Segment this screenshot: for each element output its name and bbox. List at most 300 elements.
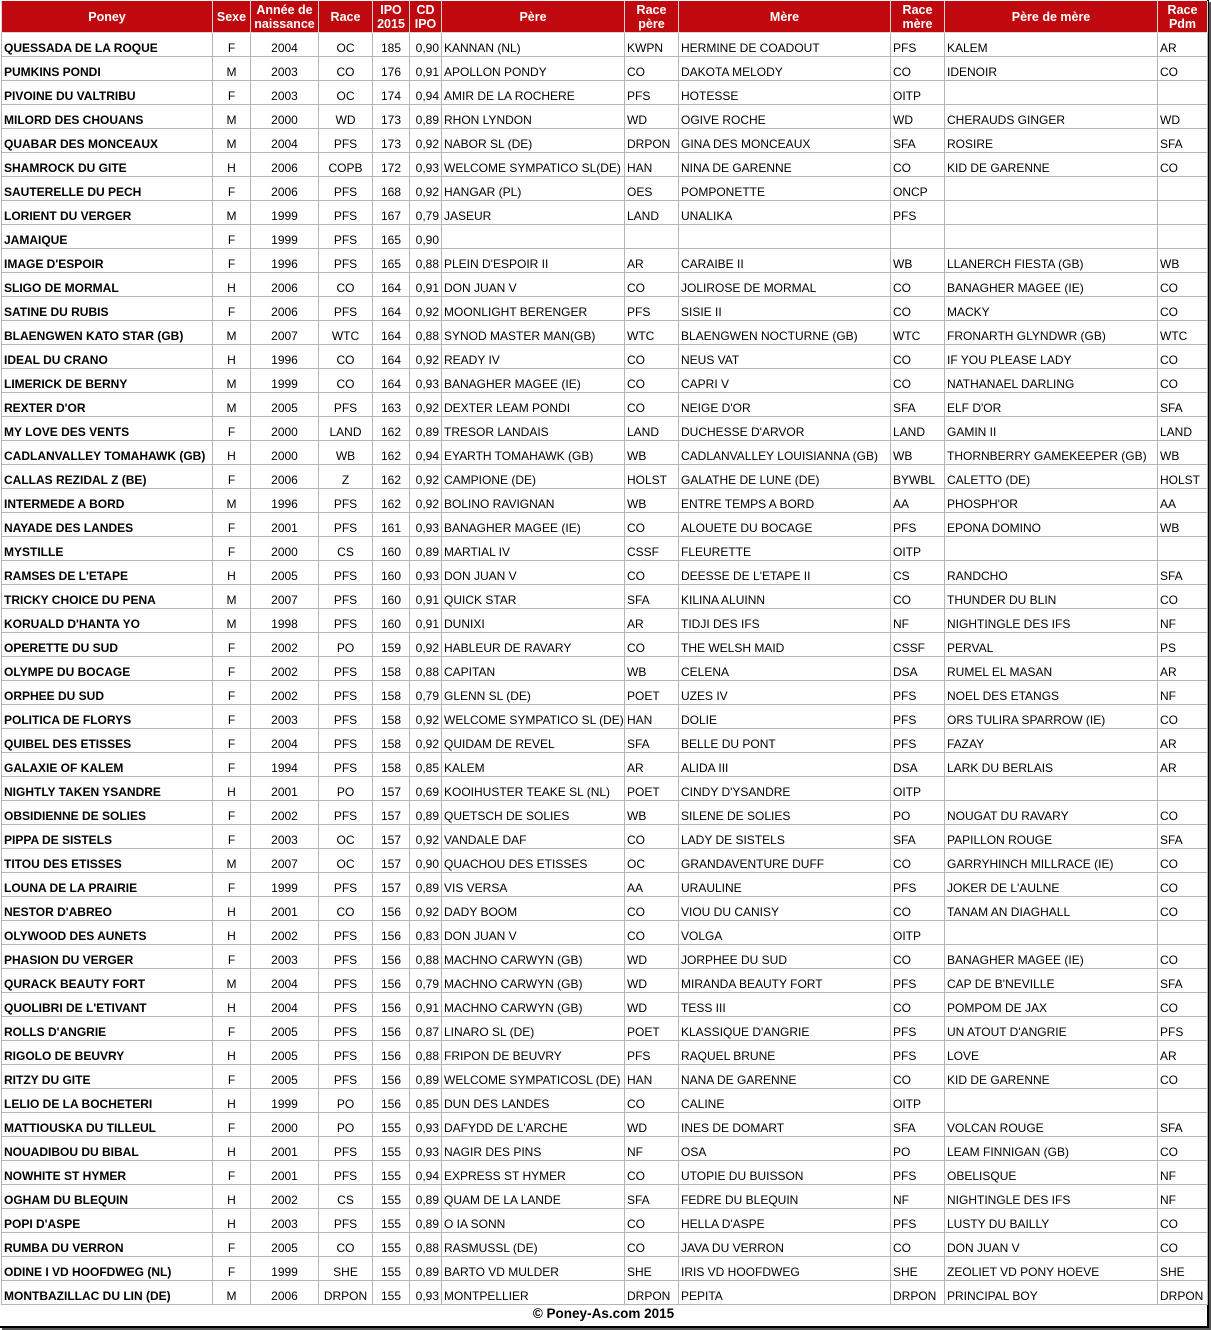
table-row[interactable] — [2, 1137, 1208, 1161]
cell-race-pere: CO — [625, 345, 679, 369]
cell-poney: MY LOVE DES VENTS — [2, 417, 213, 441]
cell-ipo: 160 — [373, 537, 410, 561]
cell-ipo: 185 — [373, 33, 410, 57]
cell-race: PFS — [319, 1209, 373, 1233]
table-row[interactable] — [2, 1233, 1208, 1257]
cell-sexe: H — [213, 345, 251, 369]
cell-pere-de-mere: PRINCIPAL BOY — [945, 1281, 1158, 1305]
table-row[interactable] — [2, 849, 1208, 873]
cell-race-pere: WB — [625, 657, 679, 681]
cell-pere-de-mere: FAZAY — [945, 729, 1158, 753]
cell-race: PFS — [319, 969, 373, 993]
cell-ipo: 159 — [373, 633, 410, 657]
cell-race-mere: CO — [891, 945, 945, 969]
cell-sexe: H — [213, 273, 251, 297]
table-row[interactable] — [2, 177, 1208, 201]
cell-cd-ipo: 0,92 — [410, 465, 442, 489]
cell-race-pdm: AR — [1158, 1041, 1208, 1065]
table-row[interactable] — [2, 729, 1208, 753]
cell-race-mere: LAND — [891, 417, 945, 441]
cell-poney: ORPHEE DU SUD — [2, 681, 213, 705]
cell-pere-de-mere: ELF D'OR — [945, 393, 1158, 417]
cell-cd-ipo: 0,89 — [410, 417, 442, 441]
cell-sexe: F — [213, 225, 251, 249]
cell-mere: DOLIE — [679, 705, 891, 729]
cell-race-pere: POET — [625, 777, 679, 801]
cell-poney: OBSIDIENNE DE SOLIES — [2, 801, 213, 825]
cell-race-mere: CO — [891, 993, 945, 1017]
cell-sexe: F — [213, 825, 251, 849]
cell-race-mere: SFA — [891, 1113, 945, 1137]
cell-mere: LADY DE SISTELS — [679, 825, 891, 849]
cell-sexe: F — [213, 465, 251, 489]
cell-pere-de-mere: PERVAL — [945, 633, 1158, 657]
cell-pere: DADY BOOM — [442, 897, 625, 921]
table-row[interactable] — [2, 897, 1208, 921]
cell-pere: RHON LYNDON — [442, 105, 625, 129]
cell-pere-de-mere: JOKER DE L'AULNE — [945, 873, 1158, 897]
cell-annee: 1999 — [251, 873, 319, 897]
cell-pere-de-mere: ORS TULIRA SPARROW (IE) — [945, 705, 1158, 729]
cell-race-mere: CO — [891, 1233, 945, 1257]
cell-annee: 2002 — [251, 921, 319, 945]
table-row[interactable] — [2, 1017, 1208, 1041]
cell-race-pdm: WB — [1158, 249, 1208, 273]
cell-race-pere: CO — [625, 393, 679, 417]
cell-ipo: 156 — [373, 969, 410, 993]
cell-race: CS — [319, 1185, 373, 1209]
cell-mere: BLAENGWEN NOCTURNE (GB) — [679, 321, 891, 345]
cell-cd-ipo: 0,91 — [410, 57, 442, 81]
cell-mere: TIDJI DES IFS — [679, 609, 891, 633]
cell-race: PFS — [319, 657, 373, 681]
cell-race-mere: CO — [891, 57, 945, 81]
table-row[interactable] — [2, 873, 1208, 897]
table-row[interactable] — [2, 441, 1208, 465]
cell-annee: 2006 — [251, 1281, 319, 1305]
cell-race: PFS — [319, 1137, 373, 1161]
cell-race-mere: PO — [891, 1137, 945, 1161]
table-row[interactable] — [2, 81, 1208, 105]
cell-annee: 2001 — [251, 777, 319, 801]
cell-cd-ipo: 0,90 — [410, 33, 442, 57]
cell-ipo: 165 — [373, 225, 410, 249]
table-row[interactable] — [2, 753, 1208, 777]
table-row[interactable] — [2, 801, 1208, 825]
cell-race-mere: NF — [891, 1185, 945, 1209]
cell-mere: SILENE DE SOLIES — [679, 801, 891, 825]
cell-poney: ROLLS D'ANGRIE — [2, 1017, 213, 1041]
cell-annee: 2005 — [251, 1017, 319, 1041]
table-row[interactable] — [2, 393, 1208, 417]
cell-race-pere: CSSF — [625, 537, 679, 561]
cell-poney: SHAMROCK DU GITE — [2, 153, 213, 177]
cell-annee: 2001 — [251, 1137, 319, 1161]
cell-annee: 1999 — [251, 1089, 319, 1113]
cell-mere: HELLA D'ASPE — [679, 1209, 891, 1233]
cell-pere: QUAM DE LA LANDE — [442, 1185, 625, 1209]
cell-annee: 2003 — [251, 825, 319, 849]
table-row[interactable] — [2, 57, 1208, 81]
cell-race-pdm: CO — [1158, 273, 1208, 297]
cell-pere-de-mere: LEAM FINNIGAN (GB) — [945, 1137, 1158, 1161]
cell-race-pdm — [1158, 81, 1208, 105]
col-header-race-mere[interactable]: Race mère — [891, 1, 945, 33]
cell-pere: KALEM — [442, 753, 625, 777]
col-header-ipo[interactable]: IPO 2015 — [373, 1, 410, 33]
cell-ipo: 162 — [373, 441, 410, 465]
cell-mere: FEDRE DU BLEQUIN — [679, 1185, 891, 1209]
cell-race-pdm — [1158, 537, 1208, 561]
cell-pere-de-mere — [945, 201, 1158, 225]
cell-pere: WELCOME SYMPATICOSL (DE) — [442, 1065, 625, 1089]
cell-sexe: H — [213, 921, 251, 945]
cell-race-pdm: DRPON — [1158, 1281, 1208, 1305]
cell-race-pere: DRPON — [625, 129, 679, 153]
cell-pere: QUACHOU DES ETISSES — [442, 849, 625, 873]
cell-race-pere: SHE — [625, 1257, 679, 1281]
cell-race-mere: PFS — [891, 1161, 945, 1185]
table-row[interactable] — [2, 825, 1208, 849]
cell-pere-de-mere: OBELISQUE — [945, 1161, 1158, 1185]
table-row[interactable] — [2, 657, 1208, 681]
table-row[interactable] — [2, 249, 1208, 273]
cell-cd-ipo: 0,92 — [410, 393, 442, 417]
cell-pere-de-mere: LUSTY DU BAILLY — [945, 1209, 1158, 1233]
cell-ipo: 156 — [373, 1017, 410, 1041]
cell-race-pdm: SFA — [1158, 969, 1208, 993]
col-header-race[interactable]: Race — [319, 1, 373, 33]
cell-ipo: 164 — [373, 345, 410, 369]
cell-race-pdm: PFS — [1158, 1017, 1208, 1041]
cell-pere: DEXTER LEAM PONDI — [442, 393, 625, 417]
cell-annee: 1999 — [251, 1257, 319, 1281]
cell-annee: 2005 — [251, 1041, 319, 1065]
table-row[interactable] — [2, 489, 1208, 513]
cell-race-mere: CO — [891, 297, 945, 321]
cell-race-pere: AA — [625, 873, 679, 897]
col-header-pere[interactable]: Père — [442, 1, 625, 33]
cell-race-pere: CO — [625, 1161, 679, 1185]
cell-ipo: 164 — [373, 297, 410, 321]
cell-pere-de-mere: NIGHTINGLE DES IFS — [945, 609, 1158, 633]
cell-sexe: M — [213, 1281, 251, 1305]
cell-race-mere: BYWBL — [891, 465, 945, 489]
cell-race-pdm — [1158, 1089, 1208, 1113]
cell-race: DRPON — [319, 1281, 373, 1305]
cell-race: PFS — [319, 729, 373, 753]
cell-ipo: 164 — [373, 369, 410, 393]
table-row[interactable] — [2, 1161, 1208, 1185]
copyright-footer: © Poney-As.com 2015 — [532, 1306, 675, 1321]
cell-pere-de-mere: PHOSPH'OR — [945, 489, 1158, 513]
table-row[interactable] — [2, 993, 1208, 1017]
cell-pere-de-mere: NATHANAEL DARLING — [945, 369, 1158, 393]
table-row[interactable] — [2, 273, 1208, 297]
cell-race-pere: CO — [625, 1233, 679, 1257]
cell-pere-de-mere — [945, 1089, 1158, 1113]
table-row[interactable] — [2, 1089, 1208, 1113]
cell-sexe: F — [213, 945, 251, 969]
col-header-poney[interactable]: Poney — [2, 1, 213, 33]
cell-poney: LIMERICK DE BERNY — [2, 369, 213, 393]
col-header-cd-ipo[interactable]: CD IPO — [410, 1, 442, 33]
col-header-annee[interactable]: Année de naissance — [251, 1, 319, 33]
cell-annee: 1999 — [251, 201, 319, 225]
cell-race-pere: CO — [625, 369, 679, 393]
cell-race-mere: PFS — [891, 201, 945, 225]
cell-mere — [679, 225, 891, 249]
cell-race-mere: PFS — [891, 1041, 945, 1065]
cell-annee: 2006 — [251, 153, 319, 177]
cell-race-mere: DRPON — [891, 1281, 945, 1305]
cell-poney: GALAXIE OF KALEM — [2, 753, 213, 777]
cell-mere: GRANDAVENTURE DUFF — [679, 849, 891, 873]
cell-mere: MIRANDA BEAUTY FORT — [679, 969, 891, 993]
cell-race-mere: CO — [891, 153, 945, 177]
table-row[interactable] — [2, 777, 1208, 801]
cell-mere: CARAIBE II — [679, 249, 891, 273]
table-row[interactable] — [2, 537, 1208, 561]
table-row[interactable] — [2, 129, 1208, 153]
cell-race-pere: WTC — [625, 321, 679, 345]
table-row[interactable] — [2, 1281, 1208, 1305]
table-row[interactable] — [2, 945, 1208, 969]
cell-sexe: F — [213, 417, 251, 441]
cell-sexe: F — [213, 729, 251, 753]
cell-ipo: 167 — [373, 201, 410, 225]
table-row[interactable] — [2, 201, 1208, 225]
cell-annee: 1999 — [251, 225, 319, 249]
cell-annee: 2003 — [251, 81, 319, 105]
cell-poney: ODINE I VD HOOFDWEG (NL) — [2, 1257, 213, 1281]
col-header-sexe[interactable]: Sexe — [213, 1, 251, 33]
cell-sexe: F — [213, 297, 251, 321]
cell-race: PO — [319, 777, 373, 801]
cell-annee: 1996 — [251, 489, 319, 513]
cell-ipo: 162 — [373, 417, 410, 441]
table-row[interactable] — [2, 1065, 1208, 1089]
cell-pere: BARTO VD MULDER — [442, 1257, 625, 1281]
cell-race: WTC — [319, 321, 373, 345]
cell-pere: VANDALE DAF — [442, 825, 625, 849]
table-row[interactable] — [2, 153, 1208, 177]
table-row[interactable] — [2, 561, 1208, 585]
table-row[interactable] — [2, 225, 1208, 249]
cell-race: PFS — [319, 1041, 373, 1065]
cell-race-mere: OITP — [891, 537, 945, 561]
cell-sexe: M — [213, 129, 251, 153]
cell-poney: OGHAM DU BLEQUIN — [2, 1185, 213, 1209]
cell-mere: FLEURETTE — [679, 537, 891, 561]
cell-annee: 2006 — [251, 177, 319, 201]
cell-poney: NESTOR D'ABREO — [2, 897, 213, 921]
table-row[interactable] — [2, 969, 1208, 993]
cell-poney: RIGOLO DE BEUVRY — [2, 1041, 213, 1065]
cell-ipo: 164 — [373, 321, 410, 345]
cell-poney: QUABAR DES MONCEAUX — [2, 129, 213, 153]
cell-race-pere: WD — [625, 993, 679, 1017]
cell-poney: SAUTERELLE DU PECH — [2, 177, 213, 201]
cell-race-pere — [625, 225, 679, 249]
table-row[interactable] — [2, 609, 1208, 633]
cell-mere: NINA DE GARENNE — [679, 153, 891, 177]
cell-annee: 1994 — [251, 753, 319, 777]
cell-race-pere: WB — [625, 441, 679, 465]
cell-annee: 2003 — [251, 705, 319, 729]
cell-race: PFS — [319, 513, 373, 537]
table-row[interactable] — [2, 585, 1208, 609]
cell-poney: KORUALD D'HANTA YO — [2, 609, 213, 633]
cell-pere: MACHNO CARWYN (GB) — [442, 945, 625, 969]
cell-pere-de-mere — [945, 921, 1158, 945]
cell-cd-ipo: 0,92 — [410, 705, 442, 729]
cell-cd-ipo: 0,92 — [410, 297, 442, 321]
cell-race-pere: OC — [625, 849, 679, 873]
cell-pere: O IA SONN — [442, 1209, 625, 1233]
cell-annee: 2002 — [251, 1185, 319, 1209]
cell-pere: NAGIR DES PINS — [442, 1137, 625, 1161]
cell-race-pdm: LAND — [1158, 417, 1208, 441]
cell-pere: QUIDAM DE REVEL — [442, 729, 625, 753]
cell-ipo: 156 — [373, 1089, 410, 1113]
cell-race: Z — [319, 465, 373, 489]
cell-pere-de-mere: ZEOLIET VD PONY HOEVE — [945, 1257, 1158, 1281]
cell-pere: DUN DES LANDES — [442, 1089, 625, 1113]
cell-sexe: F — [213, 681, 251, 705]
cell-race-pdm: CO — [1158, 1065, 1208, 1089]
cell-race-pere: CO — [625, 897, 679, 921]
cell-race: SHE — [319, 1257, 373, 1281]
cell-annee: 2001 — [251, 1161, 319, 1185]
cell-race-pdm: WB — [1158, 513, 1208, 537]
cell-sexe: F — [213, 1065, 251, 1089]
col-header-mere[interactable]: Mère — [679, 1, 891, 33]
table-row[interactable] — [2, 369, 1208, 393]
col-header-race-pdm[interactable]: Race Pdm — [1158, 1, 1208, 33]
cell-cd-ipo: 0,89 — [410, 873, 442, 897]
cell-sexe: M — [213, 585, 251, 609]
cell-poney: CADLANVALLEY TOMAHAWK (GB) — [2, 441, 213, 465]
cell-race-mere: PFS — [891, 33, 945, 57]
cell-poney: PIPPA DE SISTELS — [2, 825, 213, 849]
col-header-pere-de-mere[interactable]: Père de mère — [945, 1, 1158, 33]
table-row[interactable] — [2, 33, 1208, 57]
cell-race-mere: CO — [891, 585, 945, 609]
table-row[interactable] — [2, 681, 1208, 705]
cell-poney: RUMBA DU VERRON — [2, 1233, 213, 1257]
cell-annee: 1998 — [251, 609, 319, 633]
table-row[interactable] — [2, 1257, 1208, 1281]
cell-mere: NEUS VAT — [679, 345, 891, 369]
cell-race-pere: CO — [625, 513, 679, 537]
cell-pere-de-mere: LARK DU BERLAIS — [945, 753, 1158, 777]
cell-race: PO — [319, 633, 373, 657]
cell-race: PFS — [319, 1065, 373, 1089]
cell-pere-de-mere — [945, 225, 1158, 249]
cell-race-mere: PFS — [891, 1209, 945, 1233]
cell-cd-ipo: 0,92 — [410, 129, 442, 153]
table-row[interactable] — [2, 705, 1208, 729]
table-row[interactable] — [2, 465, 1208, 489]
table-row[interactable] — [2, 417, 1208, 441]
cell-pere-de-mere — [945, 777, 1158, 801]
cell-mere: PEPITA — [679, 1281, 891, 1305]
cell-annee: 2002 — [251, 801, 319, 825]
cell-annee: 1996 — [251, 249, 319, 273]
table-row[interactable] — [2, 1113, 1208, 1137]
cell-annee: 2000 — [251, 105, 319, 129]
cell-pere: DAFYDD DE L'ARCHE — [442, 1113, 625, 1137]
table-row[interactable] — [2, 513, 1208, 537]
table-row[interactable] — [2, 345, 1208, 369]
cell-race: CO — [319, 897, 373, 921]
table-row[interactable] — [2, 921, 1208, 945]
cell-race-pdm: CO — [1158, 705, 1208, 729]
cell-race: PFS — [319, 609, 373, 633]
cell-poney: IDEAL DU CRANO — [2, 345, 213, 369]
cell-poney: SLIGO DE MORMAL — [2, 273, 213, 297]
cell-mere: KILINA ALUINN — [679, 585, 891, 609]
cell-race: CO — [319, 345, 373, 369]
cell-race: PFS — [319, 585, 373, 609]
cell-race: PFS — [319, 297, 373, 321]
cell-pere-de-mere: IDENOIR — [945, 57, 1158, 81]
cell-pere: FRIPON DE BEUVRY — [442, 1041, 625, 1065]
cell-poney: REXTER D'OR — [2, 393, 213, 417]
cell-annee: 2004 — [251, 33, 319, 57]
cell-pere: QUETSCH DE SOLIES — [442, 801, 625, 825]
cell-race: PFS — [319, 921, 373, 945]
cell-pere: HANGAR (PL) — [442, 177, 625, 201]
cell-mere: GALATHE DE LUNE (DE) — [679, 465, 891, 489]
cell-sexe: F — [213, 1161, 251, 1185]
cell-mere: NEIGE D'OR — [679, 393, 891, 417]
cell-pere: QUICK STAR — [442, 585, 625, 609]
cell-pere: VIS VERSA — [442, 873, 625, 897]
cell-mere: UZES IV — [679, 681, 891, 705]
cell-pere: DON JUAN V — [442, 561, 625, 585]
cell-cd-ipo: 0,85 — [410, 753, 442, 777]
cell-race-mere: PFS — [891, 1017, 945, 1041]
table-row[interactable] — [2, 297, 1208, 321]
cell-race: OC — [319, 81, 373, 105]
table-row[interactable] — [2, 105, 1208, 129]
cell-race-mere: WB — [891, 249, 945, 273]
table-row[interactable] — [2, 633, 1208, 657]
cell-race-pdm — [1158, 177, 1208, 201]
table-row[interactable] — [2, 1041, 1208, 1065]
cell-pere-de-mere — [945, 177, 1158, 201]
cell-race: OC — [319, 825, 373, 849]
cell-race: PFS — [319, 201, 373, 225]
cell-ipo: 157 — [373, 801, 410, 825]
cell-mere: JOLIROSE DE MORMAL — [679, 273, 891, 297]
col-header-race-pere[interactable]: Race père — [625, 1, 679, 33]
table-row[interactable] — [2, 1209, 1208, 1233]
cell-mere: UNALIKA — [679, 201, 891, 225]
cell-cd-ipo: 0,93 — [410, 369, 442, 393]
cell-race-pere: CO — [625, 561, 679, 585]
cell-pere-de-mere: LLANERCH FIESTA (GB) — [945, 249, 1158, 273]
table-row[interactable] — [2, 321, 1208, 345]
cell-race-pdm: CO — [1158, 1137, 1208, 1161]
cell-cd-ipo: 0,90 — [410, 225, 442, 249]
cell-race-mere: CO — [891, 273, 945, 297]
cell-race: PO — [319, 1089, 373, 1113]
table-row[interactable] — [2, 1185, 1208, 1209]
cell-race-mere: DSA — [891, 657, 945, 681]
